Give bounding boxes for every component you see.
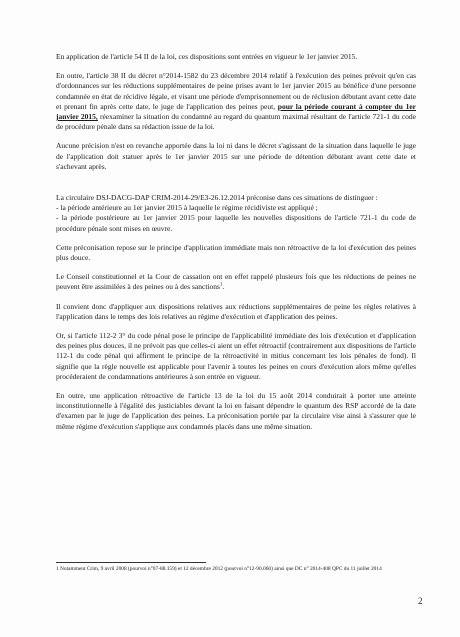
paragraph-decree-transition [56,71,416,132]
underlined-emphasis: pour la période courant à compter du 1er janvier 2015, [56,101,416,122]
paragraph-entry-into-force: En application de l'article 54 II de la loi, ces dispositions sont entrées en vigueur le 1er janvier 2015. [56,52,358,61]
list-item-prior-period: - la période antérieure au 1er janvier 2015 à laquelle le régime récidiviste est appliqué ; [56,203,318,213]
paragraph-text: Le Conseil constitutionnel et la Cour de cassation ont en effet rappelé plusieurs fois que les réductions de peines ne peuvent être assimilées à des peines ou à des sanctions [56,272,416,292]
document-body [56,52,416,441]
paragraph-apply-rules: Il convient donc d'appliquer aux dispositions relatives aux réductions supplémentaires de peine les règles relatives à l'application dans le temps des lois relatives au régime d'exécution et d'application des peines. [56,301,416,321]
footnote-reference: 1 [219,282,223,288]
list-item-later-period: - la période postérieure au 1er janvier 2015 pour laquelle les nouvelles dispositions de l'article 721-1 du code de procédure pénale sont mises en œuvre. [56,213,416,233]
paragraph-no-precision: Aucune précision n'est en revanche apportée dans la loi ni dans le décret s'agissant de la situation dans laquelle le juge de l'application doit statuer après le 1er janvier 2015 sur une période de détention débutant avant cette date et s'achevant après. [56,141,416,171]
section-gap [56,181,416,193]
paragraph-penal-code: Or, si l'article 112-2 3° du code pénal pose le principe de l'applicabilité immédiate des lois d'exécution et d'application des peines plus douces, il ne prévoit pas que celles-ci aient un effet rétroactif (contrairement aux dispositions de l'article 112-1 du code pénal qui affirment le principe de la rétroactivité in mitius concernant les lois pénales de fond). Il signifie que la règle nouvelle est applicable pour l'avenir à toutes les peines en cours d'exécution alors même qu'elles procéderaient de condamnations antérieures à son entrée en vigueur. [56,331,416,381]
paragraph-text: réexaminer la situation du condamné au regard du quantum maximal résultant de l'article 721-1 du code de procédure pénale dans sa rédaction issue de la loi. [56,112,416,132]
footnote: 1 Notamment Crim, 9 avril 2008 (pourvoi n°07-88.159) et 12 décembre 2012 (pourvoi n°12-90.060) ainsi que DC n° 2014-408 QPC du 11 juillet 2014 [56,566,382,572]
page-number: 2 [418,596,423,606]
paragraph-equality: En outre, une application rétroactive de l'article 13 de la loi du 15 août 2014 conduirait à porter une atteinte inconstitutionnelle à l'égalité des justiciables devant la loi en faisant dépendre le quantum des RSP accordé de la date d'examen par le juge de l'application des peines. La préconisation portée par la circulaire vise ainsi à s'assurer que le même régime d'exécution s'applique aux condamnés placés dans une même situation. [56,391,416,431]
paragraph-text: En outre, l'article 38 II du décret n°2014-1582 du 23 décembre 2014 relatif à l'exécution des peines prévoit qu'en cas d'ordonnances sur les réductions supplémentaires de peine prises avant le 1er janvier 2015 au bénéfice d'une personne condamnée en état de récidive légale, et visant une période d'emprisonnement ou de réclusion débutant avant cette date et prenant fin après cette date, le juge de l'application des peines peut, [56,71,416,111]
paragraph-recommendation-basis: Cette préconisation repose sur le principe d'application immédiate mais non rétroactive de la loi d'exécution des peines plus douce. [56,242,416,263]
paragraph-constitutional-council: Le Conseil constitutionnel et la Cour de cassation ont en effet rappelé plusieurs fois que les réductions de peines ne peuvent être assimilées à des peines ou à des sanctions$^1$. [56,272,416,292]
paragraph-circular-intro: La circulaire DSJ-DACG-DAP CRIM-2014-29/E3-26.12.2014 préconise dans ces situations de distinguer : [56,193,378,203]
footnote-divider [56,562,206,563]
